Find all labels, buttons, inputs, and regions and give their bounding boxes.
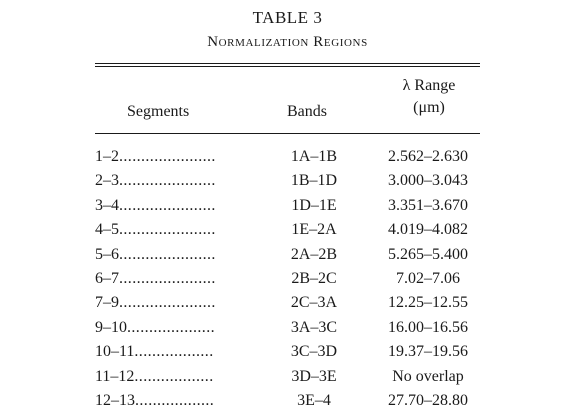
bands-cell: 1B–1D bbox=[290, 172, 338, 190]
dot-leader: .................. bbox=[134, 343, 214, 361]
segments-cell bbox=[95, 219, 245, 241]
table-body bbox=[95, 146, 480, 414]
range-cell: 12.25–12.55 bbox=[388, 294, 468, 312]
header-range-label: λ Range bbox=[402, 77, 456, 94]
range-cell: 5.265–5.400 bbox=[388, 245, 468, 263]
segments-value: 7–9 bbox=[95, 294, 119, 312]
dot-leader: .................. bbox=[135, 391, 215, 409]
table-number: TABLE 3 bbox=[252, 8, 323, 27]
dot-leader: ...................... bbox=[119, 148, 216, 165]
dot-leader: ...................... bbox=[119, 269, 216, 287]
bands-cell: 3A–3C bbox=[290, 318, 338, 336]
table-row bbox=[95, 195, 480, 219]
segments-cell bbox=[95, 244, 245, 266]
bands-cell: 3D–3E bbox=[291, 367, 337, 385]
bands-cell: 2B–2C bbox=[291, 269, 337, 287]
bands-cell: 1E–2A bbox=[291, 221, 337, 239]
range-cell: 3.351–3.670 bbox=[388, 196, 468, 214]
table-header-row bbox=[95, 67, 480, 133]
table-row bbox=[95, 366, 480, 390]
segments-value: 5–6 bbox=[95, 245, 119, 263]
dot-leader: .................... bbox=[127, 318, 215, 336]
range-cell: 2.562–2.630 bbox=[388, 148, 468, 165]
range-cell: 7.02–7.06 bbox=[396, 269, 460, 287]
header-bands: Bands bbox=[287, 103, 327, 120]
segments-value: 3–4 bbox=[95, 196, 119, 214]
segments-value: 1–2 bbox=[95, 148, 119, 165]
segments-cell bbox=[95, 390, 245, 412]
range-cell: 27.70–28.80 bbox=[388, 391, 468, 409]
header-wavelength-range bbox=[389, 75, 469, 119]
segments-cell bbox=[95, 341, 245, 363]
segments-value: 10–11 bbox=[95, 343, 135, 361]
bands-cell: 2A–2B bbox=[290, 245, 338, 263]
bands-cell: 1D–1E bbox=[291, 196, 337, 214]
range-cell: 3.000–3.043 bbox=[388, 172, 468, 190]
table-row bbox=[95, 341, 480, 365]
dot-leader: ...................... bbox=[119, 172, 216, 190]
dot-leader: ...................... bbox=[119, 245, 216, 263]
range-cell: 4.019–4.082 bbox=[388, 221, 468, 239]
table-row bbox=[95, 146, 480, 170]
table-row bbox=[95, 244, 480, 268]
table-row bbox=[95, 170, 480, 194]
range-cell: 16.00–16.56 bbox=[388, 318, 468, 336]
segments-cell bbox=[95, 366, 245, 388]
segments-cell bbox=[95, 317, 245, 339]
segments-value: 12–13 bbox=[95, 391, 135, 409]
table-row bbox=[95, 268, 480, 292]
normalization-table bbox=[95, 0, 480, 414]
table-row bbox=[95, 390, 480, 414]
header-segments: Segments bbox=[127, 103, 190, 120]
dot-leader: ...................... bbox=[119, 196, 216, 214]
bands-cell: 2C–3A bbox=[290, 294, 338, 312]
segments-value: 9–10 bbox=[95, 318, 127, 336]
segments-cell bbox=[95, 170, 245, 192]
table-row bbox=[95, 292, 480, 316]
table-caption: Normalization Regions bbox=[207, 34, 368, 50]
segments-cell bbox=[95, 146, 245, 168]
table-row bbox=[95, 219, 480, 243]
dot-leader: ...................... bbox=[119, 294, 216, 312]
bands-cell: 1A–1B bbox=[290, 148, 338, 165]
range-cell: 19.37–19.56 bbox=[388, 343, 468, 361]
segments-value: 2–3 bbox=[95, 172, 119, 190]
segments-value: 11–12 bbox=[95, 367, 135, 385]
segments-value: 4–5 bbox=[95, 221, 119, 239]
segments-cell bbox=[95, 292, 245, 314]
bands-cell: 3C–3D bbox=[290, 343, 338, 361]
dot-leader: .................. bbox=[134, 367, 214, 385]
segments-value: 6–7 bbox=[95, 269, 119, 287]
header-rule bbox=[95, 133, 480, 134]
dot-leader: ...................... bbox=[119, 221, 216, 239]
segments-cell bbox=[95, 268, 245, 290]
range-cell: No overlap bbox=[392, 367, 464, 385]
segments-cell bbox=[95, 195, 245, 217]
header-range-unit: (μm) bbox=[413, 99, 445, 116]
bands-cell: 3E–4 bbox=[297, 391, 331, 409]
table-row bbox=[95, 317, 480, 341]
